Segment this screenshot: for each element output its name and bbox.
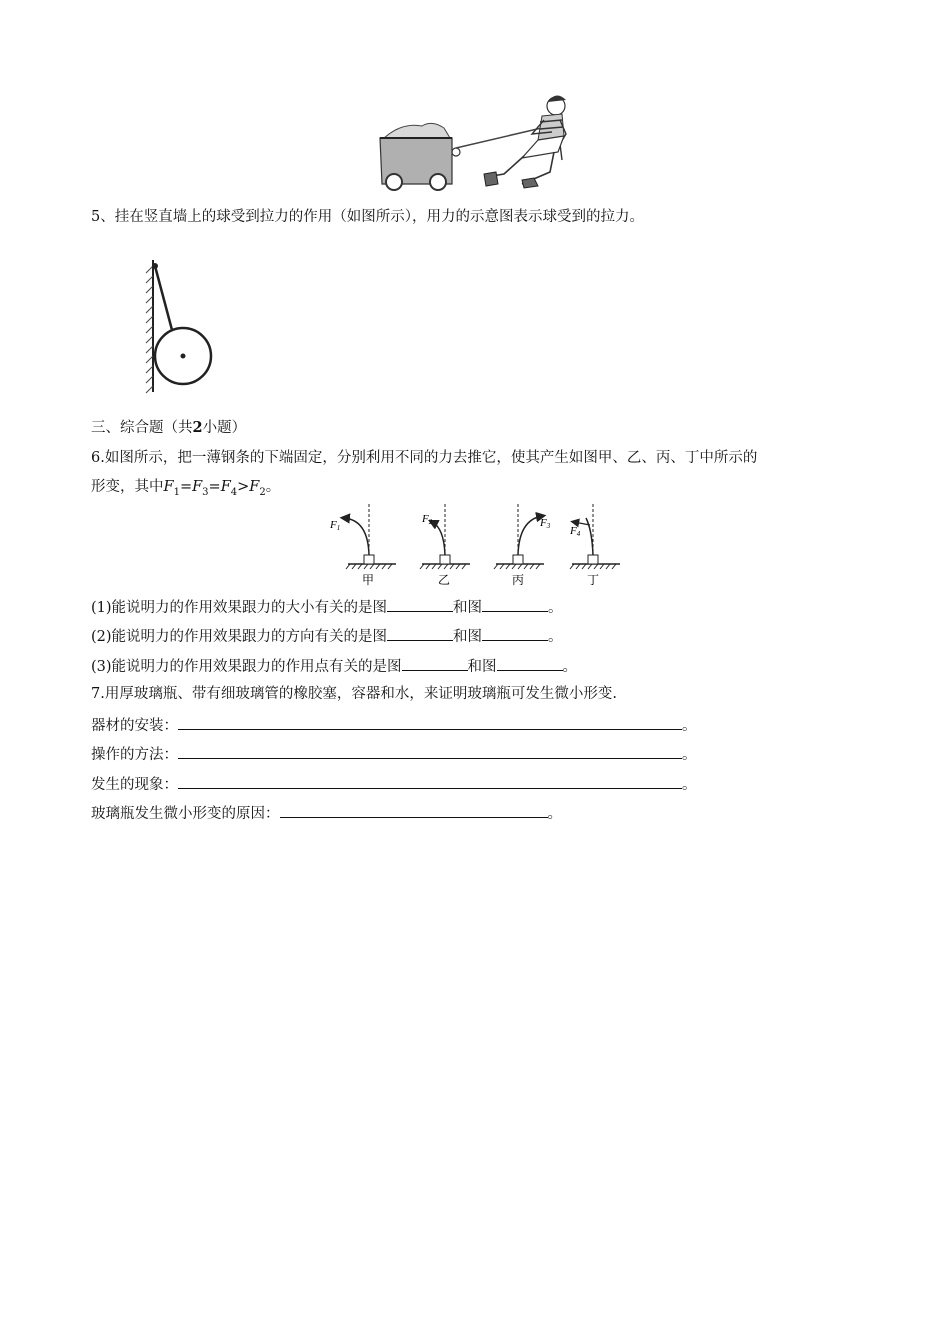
question-7-install: 器材的安装： 。 bbox=[91, 714, 697, 736]
question-7-method: 操作的方法： 。 bbox=[91, 743, 697, 765]
boy-pulling-cart-figure bbox=[372, 92, 592, 196]
force-label-f3: F3 bbox=[540, 517, 551, 530]
force-label-f4: F4 bbox=[570, 525, 581, 538]
answer-blank-method[interactable] bbox=[178, 743, 682, 759]
ball-on-wall-figure bbox=[138, 258, 220, 396]
question-6-sub1: (1)能说明力的作用效果跟力的大小有关的是图 和图 。 bbox=[91, 596, 563, 618]
figure-label-bing: 丙 bbox=[512, 573, 525, 587]
figure-label-yi: 乙 bbox=[438, 573, 451, 587]
answer-blank-phenomenon[interactable] bbox=[178, 773, 682, 789]
answer-blank-1a[interactable] bbox=[387, 596, 453, 612]
section-3-heading: 三、综合题（共2小题） bbox=[91, 419, 247, 436]
question-7-phenomenon: 发生的现象： 。 bbox=[91, 773, 697, 795]
force-label-f1: F1 bbox=[330, 519, 341, 532]
answer-blank-3b[interactable] bbox=[497, 655, 563, 671]
figure-label-ding: 丁 bbox=[587, 573, 600, 587]
question-5-text: 5、挂在竖直墙上的球受到拉力的作用（如图所示），用力的示意图表示球受到的拉力。 bbox=[91, 209, 644, 225]
question-7-text: 7.用厚玻璃瓶、带有细玻璃管的橡胶塞，容器和水，来证明玻璃瓶可发生微小形变. bbox=[91, 686, 617, 702]
answer-blank-reason[interactable] bbox=[280, 802, 548, 818]
question-6-sub2: (2)能说明力的作用效果跟力的方向有关的是图 和图 。 bbox=[91, 625, 563, 647]
answer-blank-2a[interactable] bbox=[387, 625, 453, 641]
steel-strip-figure bbox=[318, 500, 630, 588]
question-7-reason: 玻璃瓶发生微小形变的原因： 。 bbox=[91, 802, 562, 824]
question-6-text-line1: 6.如图所示，把一薄钢条的下端固定，分别利用不同的力去推它，使其产生如图甲、乙、丙、丁中所示的 bbox=[91, 450, 758, 466]
ground-jia bbox=[344, 504, 396, 569]
answer-blank-install[interactable] bbox=[178, 714, 682, 730]
question-6-sub3: (3)能说明力的作用效果跟力的作用点有关的是图 和图 。 bbox=[91, 655, 577, 677]
ground-bing bbox=[494, 504, 544, 569]
force-label-f2: F2 bbox=[422, 513, 433, 526]
answer-blank-1b[interactable] bbox=[482, 596, 548, 612]
figure-label-jia: 甲 bbox=[362, 573, 375, 587]
answer-blank-3a[interactable] bbox=[402, 655, 468, 671]
question-6-text-line2: 形变，其中$F_1=F_3=F_4>F_2$。 bbox=[91, 479, 281, 498]
answer-blank-2b[interactable] bbox=[482, 625, 548, 641]
